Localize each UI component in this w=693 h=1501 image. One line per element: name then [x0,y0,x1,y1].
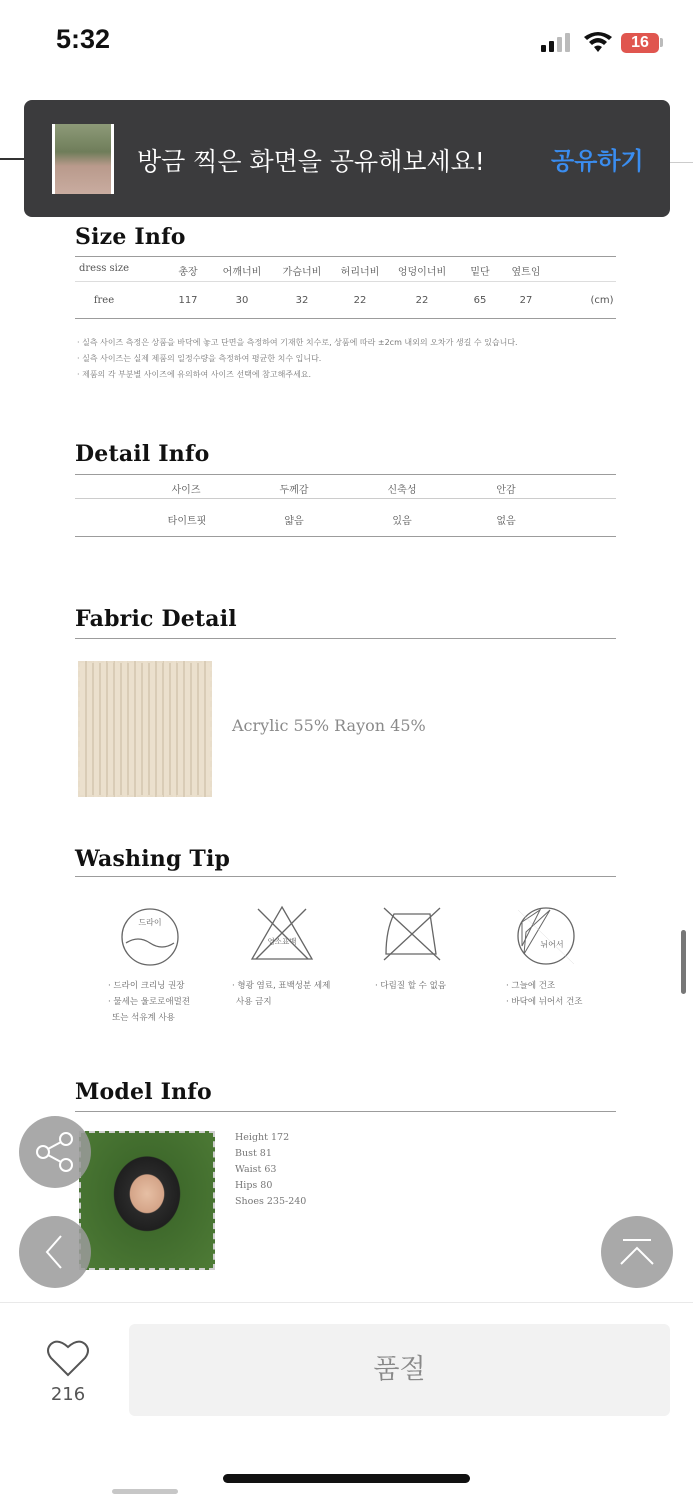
size-value: free [93,295,115,306]
detail-value: 있음 [392,516,412,527]
size-note: · 실측 사이즈는 실제 제품의 일정수량을 측정하여 평균한 치수 입니다. [77,354,322,363]
home-indicator-secondary [112,1489,178,1494]
fabric-composition: Acrylic 55% Rayon 45% [232,716,426,735]
fabric-detail-title: Fabric Detail [75,606,237,632]
arrow-up-icon [601,1216,673,1288]
detail-header: 두께감 [279,485,309,496]
wash-tip-line: 사용 금지 [236,997,272,1007]
divider [75,1111,616,1112]
wash-tip-line: · 드라이 크리닝 권장 [108,981,185,991]
model-stat: Waist 63 [235,1164,277,1175]
divider [75,256,616,257]
size-note: · 실측 사이즈 측정은 상품을 바닥에 놓고 단면을 측정하여 기재한 치수로, 상품에 따라 ±2cm 내외의 오차가 생길 수 있습니다. [77,338,518,347]
dry-clean-label: 드라이 [138,918,162,927]
model-stat: Bust 81 [235,1148,272,1159]
wash-tip-line: 또는 석유계 사용 [112,1013,175,1023]
size-unit: (cm) [590,295,614,306]
size-header: dress size [78,263,130,274]
size-header: 총장 [178,267,198,278]
size-value: 22 [353,295,367,306]
detail-value: 얇음 [284,516,304,527]
divider [75,498,616,499]
heart-icon[interactable] [46,1338,90,1378]
wash-tip-line: · 그늘에 건조 [506,981,556,991]
detail-header: 안감 [496,485,516,496]
washing-tip-title: Washing Tip [75,846,231,872]
fabric-swatch-image [78,661,212,797]
dry-flat-in-shade-icon [510,902,582,970]
detail-header: 신축성 [387,485,417,496]
wash-tip-line: · 바닥에 뉘어서 건조 [506,997,583,1007]
no-bleach-icon [248,903,316,963]
size-header: 옆트임 [511,267,541,278]
size-header: 허리너비 [340,267,380,278]
size-value: 117 [178,295,198,306]
model-photo [79,1131,215,1270]
size-value: 32 [295,295,309,306]
detail-header: 사이즈 [171,485,201,496]
share-icon [19,1116,91,1188]
model-info-title: Model Info [75,1079,212,1105]
divider [75,474,616,475]
share-fab-button[interactable] [19,1116,91,1188]
status-time: 5:32 [56,24,111,54]
battery-indicator: 16 [621,33,659,53]
wifi-icon [584,32,612,54]
divider [670,162,693,163]
detail-value: 없음 [496,516,516,527]
model-stat: Height 172 [235,1132,290,1143]
divider [75,876,616,877]
soldout-button[interactable]: 품절 [129,1324,670,1416]
like-count: 216 [50,1384,86,1405]
share-button[interactable]: 공유하기 [551,147,644,175]
divider [75,536,616,537]
size-header: 가슴너비 [282,267,322,278]
signal-icon [541,33,577,53]
detail-info-title: Detail Info [75,441,210,467]
battery-tip [660,38,663,47]
size-value: 65 [473,295,487,306]
model-stat: Shoes 235-240 [235,1196,307,1207]
size-value: 27 [519,295,533,306]
wash-tip-line: · 다림질 할 수 없음 [375,981,446,991]
size-header: 엉덩이너비 [397,267,447,278]
divider [0,158,26,160]
wash-tip-line: · 물세는 울로로애멀젼 [108,997,191,1007]
size-info-title: Size Info [75,224,186,250]
divider [75,638,616,639]
dry-clean-icon [118,905,182,969]
size-header: 어깨너비 [222,267,262,278]
home-indicator [223,1474,470,1483]
toast-message: 방금 찍은 화면을 공유해보세요! [137,147,485,176]
chevron-left-icon [19,1216,91,1288]
detail-value: 타이트핏 [167,516,207,527]
dry-flat-label: 뉘어서 [540,940,564,949]
divider [75,281,616,282]
model-stat: Hips 80 [235,1180,273,1191]
no-iron-icon [380,904,444,962]
size-value: 30 [235,295,249,306]
divider [75,318,616,319]
wash-tip-line: · 형광 염료, 표백성분 세제 [232,981,331,991]
scrollbar[interactable] [681,930,686,994]
screenshot-thumbnail[interactable] [52,124,114,194]
scroll-top-fab-button[interactable] [601,1216,673,1288]
size-header: 밑단 [470,267,490,278]
no-bleach-label: 염소표백 [267,937,297,946]
size-note: · 제품의 각 부분별 사이즈에 유의하여 사이즈 선택에 참고해주세요. [77,370,312,379]
back-fab-button[interactable] [19,1216,91,1288]
size-value: 22 [415,295,429,306]
